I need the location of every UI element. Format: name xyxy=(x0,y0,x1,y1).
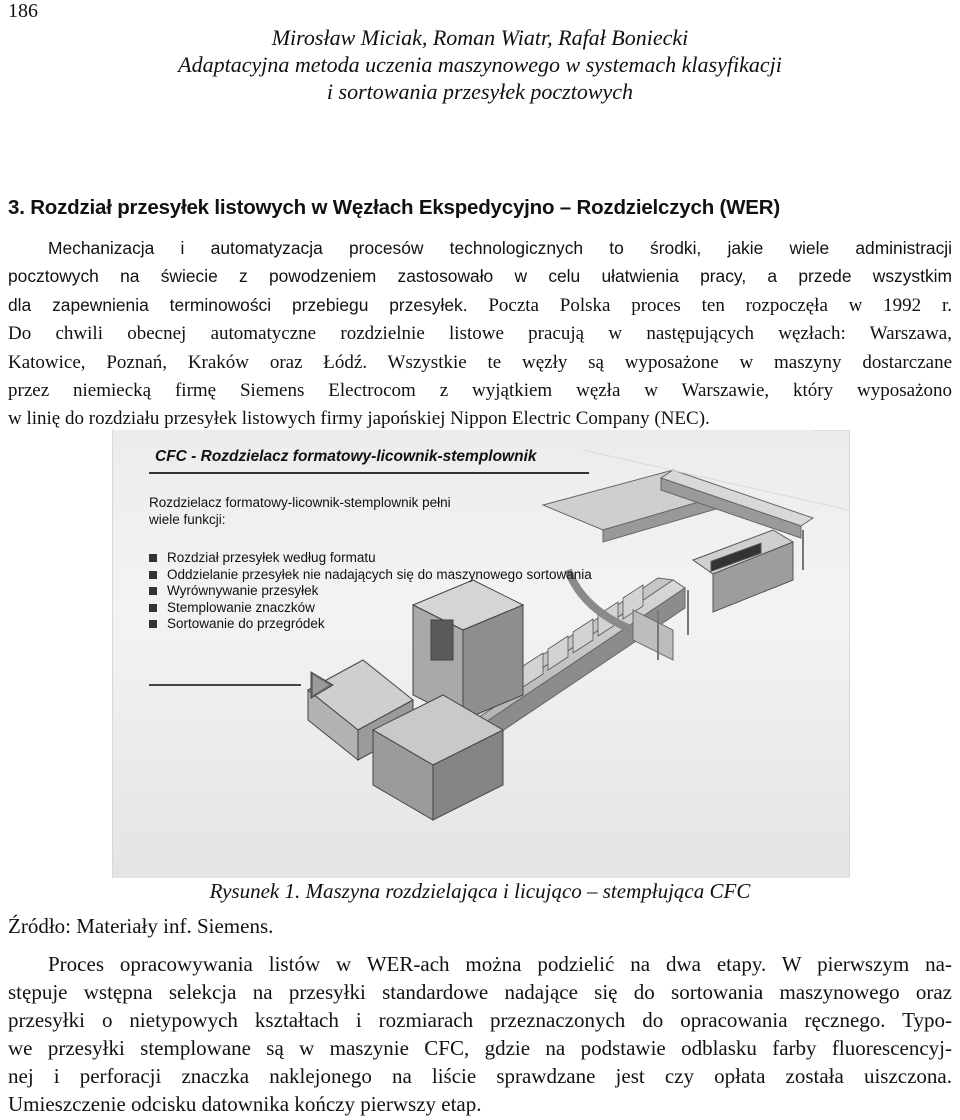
paragraph-1-line-part: dla zapewnienia terminowości przebiegu przesyłek. xyxy=(8,294,468,315)
paragraph-2-line: we przesyłki stemplowane są w maszynie CFC, gdzie na podstawie odblasku farby fluorescencyj- xyxy=(8,1036,952,1060)
paragraph-1-line-part: Poczta Polska proces ten rozpoczęła w 1992 r. xyxy=(467,294,953,316)
list-item xyxy=(149,600,592,617)
paragraph-2-line: Umieszczenie odcisku datownika kończy pierwszy etap. xyxy=(8,1092,482,1116)
paragraph-1 xyxy=(8,234,952,434)
list-item-label: Rozdział przesyłek według formatu xyxy=(167,550,376,565)
figure-intro: Rozdzielacz formatowy-licownik-stemplownik pełni wiele funkcji: xyxy=(149,495,451,527)
running-head-authors: Mirosław Miciak, Roman Wiatr, Rafał Boniecki xyxy=(271,25,689,50)
figure-function-list xyxy=(149,550,592,633)
paragraph-1-line: przez niemiecką firmę Siemens Electrocom z wyjątkiem węzła w Warszawie, który wyposażono xyxy=(8,380,952,402)
figure-title: CFC - Rozdzielacz formatowy-licownik-stemplownik xyxy=(155,448,537,465)
list-item xyxy=(149,616,592,633)
bullet-icon xyxy=(149,604,157,612)
running-head-title-line2: i sortowania przesyłek pocztowych xyxy=(326,79,634,104)
bullet-icon xyxy=(149,587,157,595)
list-item-label: Oddzielanie przesyłek nie nadających się do maszynowego sortowania xyxy=(167,566,592,582)
figure-source: Źródło: Materiały inf. Siemens. xyxy=(8,914,274,938)
paragraph-2-line: nej i perforacji znaczka naklejonego na liście sprawdzane jest czy opłata została uiszczona. xyxy=(8,1064,952,1088)
running-head-title-line1: Adaptacyjna metoda uczenia maszynowego w systemach klasyfikacji xyxy=(178,52,782,77)
list-item-label: Sortowanie do przegródek xyxy=(167,616,325,631)
figure-caption: Rysunek 1. Maszyna rozdzielająca i licująco – stempłująca CFC xyxy=(209,879,751,903)
paragraph-1-line: w linię do rozdziału przesyłek listowych firmy japońskiej Nippon Electric Company (NEC). xyxy=(8,408,710,430)
list-item xyxy=(149,567,592,584)
paragraph-2-line: przesyłki o nietypowych kształtach i rozmiarach przeznaczonych do opracowania ręcznego. Typo- xyxy=(8,1008,952,1032)
section-heading: 3. Rozdział przesyłek listowych w Węzłach Ekspedycyjno – Rozdzielczych (WER) xyxy=(8,196,780,219)
stamping-station xyxy=(693,530,793,612)
list-item xyxy=(149,583,592,600)
play-arrow-icon xyxy=(309,670,335,700)
paragraph-1-line: Do chwili obecnej automatyczne rozdzielnie listowe pracują w następujących węzłach: Warszawa, xyxy=(8,323,952,345)
page-number: 186 xyxy=(8,0,38,22)
paragraph-1-line: Mechanizacja i automatyzacja procesów technologicznych to środki, jakie wiele administracji xyxy=(48,238,952,258)
paragraph-1-line: pocztowych na świecie z powodzeniem zastosowało w celu ułatwienia pracy, a przede wszystkim xyxy=(8,266,952,287)
bullet-icon xyxy=(149,571,157,579)
paragraph-1-line xyxy=(8,291,952,320)
list-item-label: Wyrównywanie przesyłek xyxy=(167,583,319,598)
paragraph-2-line: stępuje wstępna selekcja na przesyłki standardowe nadające się do sortowania maszynowego oraz xyxy=(8,980,952,1004)
paragraph-2 xyxy=(8,950,952,1118)
list-item xyxy=(149,550,592,567)
list-item-label: Stemplowanie znaczków xyxy=(167,599,315,615)
figure-title-underline xyxy=(149,472,589,474)
paragraph-1-line: Katowice, Poznań, Kraków oraz Łódź. Wszystkie te węzły są wyposażone w maszyny dostarczane xyxy=(8,351,952,373)
bullet-icon xyxy=(149,620,157,628)
running-head xyxy=(0,24,960,105)
bullet-icon xyxy=(149,554,157,562)
figure-cfc-machine xyxy=(112,430,850,878)
figure-arrow-line xyxy=(149,684,301,686)
paragraph-2-line: Proces opracowywania listów w WER-ach można podzielić na dwa etapy. W pierwszym na- xyxy=(48,952,952,976)
